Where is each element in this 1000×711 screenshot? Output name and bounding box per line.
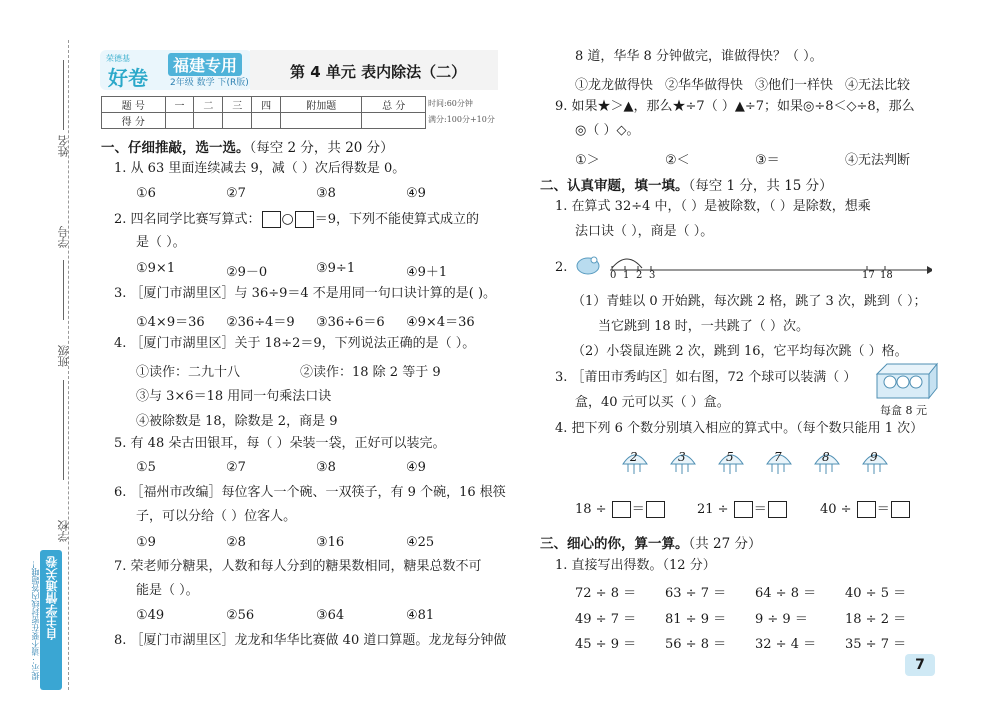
option[interactable]: ①＞ bbox=[575, 153, 600, 168]
q1-2-text: 2. 四名同学比赛写算式： ○ ＝9，下列不能使算式成立的 bbox=[114, 211, 480, 227]
grade-label: 2年级 数学 下(R版) bbox=[170, 78, 249, 88]
brand-logo: 好卷 bbox=[108, 66, 148, 90]
score-col-head: 一 bbox=[165, 97, 194, 113]
q1-7-text-b: 能是（ ）。 bbox=[136, 583, 199, 598]
calc-item: 35 ÷ 7 ＝ bbox=[845, 637, 907, 652]
book-title: 自主学情通关卷 bbox=[44, 556, 59, 640]
option[interactable]: ④9 bbox=[406, 186, 426, 201]
school-label: 学校 bbox=[57, 520, 70, 542]
option[interactable]: ③8 bbox=[316, 460, 336, 475]
q1-8-text: 8. ［厦门市湖里区］龙龙和华华比赛做 40 道口算题。龙龙每分钟做 bbox=[114, 633, 507, 648]
calc-item: 32 ÷ 4 ＝ bbox=[755, 637, 817, 652]
q1-4-text: 4. ［厦门市湖里区］关于 18÷2＝9，下列说法正确的是（ ）。 bbox=[114, 336, 476, 351]
answer-box[interactable] bbox=[891, 501, 910, 518]
option[interactable]: ③8 bbox=[316, 186, 336, 201]
option[interactable]: ③＝ bbox=[755, 153, 780, 168]
name-label: 姓名 bbox=[57, 135, 70, 157]
jelly-number: 2 bbox=[630, 450, 638, 464]
option[interactable]: ④被除数是 18，除数是 2，商是 9 bbox=[136, 414, 338, 429]
tick-label: 0 bbox=[610, 270, 617, 281]
score-col-head: 题 号 bbox=[102, 97, 166, 113]
book-title-badge bbox=[40, 550, 62, 690]
calc-item: 45 ÷ 9 ＝ bbox=[575, 637, 637, 652]
tick-label: 18 bbox=[880, 270, 893, 281]
q1-1-text: 1. 从 63 里面连续减去 9，减（ ）次后得数是 0。 bbox=[114, 161, 406, 176]
q1-2-text-c: 是（ ）。 bbox=[136, 235, 186, 250]
q1-7-text-a: 7. 荣老师分糖果，人数和每人分到的糖果数相同，糖果总数不可 bbox=[114, 559, 482, 574]
q2-4-text: 4. 把下列 6 个数分别填入相应的算式中。（每个数只能用 1 次） bbox=[555, 421, 924, 436]
score-col-head: 三 bbox=[223, 97, 252, 113]
option[interactable]: ③与 3×6＝18 用同一句乘法口诀 bbox=[136, 389, 332, 404]
option[interactable]: ①9×1 bbox=[136, 261, 176, 276]
answer-box[interactable] bbox=[857, 501, 876, 518]
option[interactable]: ②＜ bbox=[665, 153, 690, 168]
jellyfish-icon bbox=[812, 448, 842, 482]
jelly-number: 7 bbox=[774, 450, 782, 464]
option[interactable]: ②7 bbox=[226, 186, 246, 201]
option[interactable]: ④81 bbox=[406, 608, 435, 623]
option[interactable]: ②8 bbox=[226, 535, 246, 550]
student-no-line bbox=[63, 260, 64, 320]
q3-1-text: 1. 直接写出得数。（12 分） bbox=[555, 558, 716, 573]
q2-3-text-a: 3. ［莆田市秀屿区］如右图，72 个球可以装满（ ） bbox=[555, 370, 857, 385]
score-cell[interactable] bbox=[362, 113, 426, 129]
option[interactable]: ③16 bbox=[316, 535, 345, 550]
option[interactable]: ①龙龙做得快 bbox=[575, 78, 654, 93]
option[interactable]: ①读作：二九十八 bbox=[136, 365, 241, 380]
circle-symbol: ○ bbox=[281, 211, 294, 227]
option[interactable]: ④无法判断 bbox=[845, 153, 911, 168]
option[interactable]: ②9－0 bbox=[226, 265, 268, 280]
calc-item: 81 ÷ 9 ＝ bbox=[665, 612, 727, 627]
q1-9-text-b: ◎（ ）◇。 bbox=[575, 123, 640, 138]
square-symbol bbox=[295, 211, 314, 228]
option[interactable]: ②36÷4＝9 bbox=[226, 315, 295, 330]
option[interactable]: ④无法比较 bbox=[845, 78, 911, 93]
option[interactable]: ①9 bbox=[136, 535, 156, 550]
score-cell[interactable] bbox=[223, 113, 252, 129]
option[interactable]: ④9＋1 bbox=[406, 265, 448, 280]
q2-1-text-b: 法口诀（ ），商是（ ）。 bbox=[575, 224, 714, 239]
tick-label: 2 bbox=[636, 270, 643, 281]
calc-item: 9 ÷ 9 ＝ bbox=[755, 612, 808, 627]
jellyfish-icon bbox=[716, 448, 746, 482]
time-limit: 时间:60分钟 bbox=[428, 99, 473, 108]
option[interactable]: ③9÷1 bbox=[316, 261, 356, 276]
option[interactable]: ①6 bbox=[136, 186, 156, 201]
q2-2-2: （2）小袋鼠连跳 2 次，跳到 16，它平均每次跳（ ）格。 bbox=[572, 344, 908, 359]
score-col-head: 附加题 bbox=[281, 97, 362, 113]
tick-label: 1 bbox=[623, 270, 630, 281]
q2-2-1-a: （1）青蛙以 0 开始跳，每次跳 2 格，跳了 3 次，跳到（ ）； bbox=[572, 294, 927, 309]
unit-title: 第 4 单元 表内除法（二） bbox=[290, 63, 467, 81]
option[interactable]: ③他们一样快 bbox=[755, 78, 834, 93]
score-cell[interactable] bbox=[194, 113, 223, 129]
option[interactable]: ②7 bbox=[226, 460, 246, 475]
calc-item: 18 ÷ 2 ＝ bbox=[845, 612, 907, 627]
option[interactable]: ④9×4＝36 bbox=[406, 315, 475, 330]
calc-item: 64 ÷ 8 ＝ bbox=[755, 586, 817, 601]
calc-item: 40 ÷ 5 ＝ bbox=[845, 586, 907, 601]
q2-2-label: 2. bbox=[555, 260, 568, 275]
q1-6-text-b: 子，可以分给（ ）位客人。 bbox=[136, 509, 297, 524]
equation-2: 21 ÷ ＝ bbox=[697, 498, 788, 518]
score-col-head: 四 bbox=[252, 97, 281, 113]
score-table bbox=[101, 96, 426, 129]
q1-5-text: 5. 有 48 朵古田银耳，每（ ）朵装一袋，正好可以装完。 bbox=[114, 436, 446, 451]
jellyfish-icon bbox=[620, 448, 650, 482]
brand-block bbox=[100, 50, 252, 90]
jelly-number: 5 bbox=[726, 450, 734, 464]
option[interactable]: ①4×9＝36 bbox=[136, 315, 205, 330]
q1-6-text-a: 6. ［福州市改编］每位客人一个碗、一双筷子，有 9 个碗，16 根筷 bbox=[114, 485, 506, 500]
class-line bbox=[63, 380, 64, 480]
section1-title: 一、仔细推敲，选一选。（每空 2 分，共 20 分） bbox=[101, 140, 394, 156]
brand-small: 荣德基 bbox=[106, 54, 130, 63]
jelly-number: 3 bbox=[678, 450, 686, 464]
option[interactable]: ①5 bbox=[136, 460, 156, 475]
option[interactable]: ④9 bbox=[406, 460, 426, 475]
option[interactable]: ③64 bbox=[316, 608, 345, 623]
calc-item: 63 ÷ 7 ＝ bbox=[665, 586, 727, 601]
jellyfish-icon bbox=[860, 448, 890, 482]
tick-label: 17 bbox=[862, 270, 875, 281]
option[interactable]: ②读作：18 除 2 等于 9 bbox=[300, 365, 441, 380]
ball-box-icon bbox=[873, 362, 939, 402]
fujian-badge: 福建专用 bbox=[168, 53, 242, 76]
q1-9-text-a: 9. 如果★＞▲，那么★÷7（ ）▲÷7；如果◎÷8＜◇÷8，那么 bbox=[555, 99, 915, 114]
answer-box[interactable] bbox=[612, 501, 631, 518]
q1-8-text-b: 8 道，华华 8 分钟做完，谁做得快？（ ）。 bbox=[575, 49, 823, 64]
q2-3-text-b: 盒，40 元可以买（ ）盒。 bbox=[575, 395, 730, 410]
square-symbol bbox=[262, 211, 281, 228]
q2-2-1-b: 当它跳到 18 时，一共跳了（ ）次。 bbox=[598, 319, 809, 334]
q2-1-text-a: 1. 在算式 32÷4 中，（ ）是被除数，（ ）是除数，想乘 bbox=[555, 199, 871, 214]
calc-item: 72 ÷ 8 ＝ bbox=[575, 586, 637, 601]
seal-tip: 提示：请不要在密封线内答题哦！ bbox=[31, 560, 40, 680]
equation-3: 40 ÷ ＝ bbox=[820, 498, 911, 518]
option[interactable]: ③36÷6＝6 bbox=[316, 315, 385, 330]
tick-label: 3 bbox=[649, 270, 656, 281]
score-cell[interactable] bbox=[252, 113, 281, 129]
option[interactable]: ④25 bbox=[406, 535, 435, 550]
jelly-number: 8 bbox=[822, 450, 830, 464]
full-marks: 满分:100分+10分 bbox=[428, 115, 495, 124]
score-col-head: 二 bbox=[194, 97, 223, 113]
student-no-label: 学号 bbox=[57, 226, 70, 248]
answer-box[interactable] bbox=[646, 501, 665, 518]
score-cell[interactable] bbox=[281, 113, 362, 129]
name-line bbox=[63, 60, 64, 130]
class-label: 班级 bbox=[57, 345, 70, 367]
equation-1: 18 ÷ ＝ bbox=[575, 498, 666, 518]
unit-bar bbox=[250, 50, 498, 90]
section2-title: 二、认真审题，填一填。（每空 1 分，共 15 分） bbox=[540, 178, 833, 194]
page-number: 7 bbox=[905, 654, 935, 676]
score-cell[interactable] bbox=[165, 113, 194, 129]
q1-3-text: 3. ［厦门市湖里区］与 36÷9＝4 不是用同一句口诀计算的是( )。 bbox=[114, 286, 497, 301]
box-price: 每盒 8 元 bbox=[880, 404, 927, 417]
jellyfish-icon bbox=[764, 448, 794, 482]
answer-box[interactable] bbox=[768, 501, 787, 518]
calc-item: 56 ÷ 8 ＝ bbox=[665, 637, 727, 652]
option[interactable]: ①49 bbox=[136, 608, 165, 623]
jellyfish-icon bbox=[668, 448, 698, 482]
jelly-number: 9 bbox=[870, 450, 878, 464]
section3-title: 三、细心的你，算一算。（共 27 分） bbox=[540, 536, 762, 552]
answer-box[interactable] bbox=[734, 501, 753, 518]
score-row-label: 得 分 bbox=[102, 113, 166, 129]
score-col-head: 总 分 bbox=[362, 97, 426, 113]
number-line-labels bbox=[572, 248, 932, 288]
option[interactable]: ②56 bbox=[226, 608, 255, 623]
option[interactable]: ②华华做得快 bbox=[665, 78, 744, 93]
calc-item: 49 ÷ 7 ＝ bbox=[575, 612, 637, 627]
